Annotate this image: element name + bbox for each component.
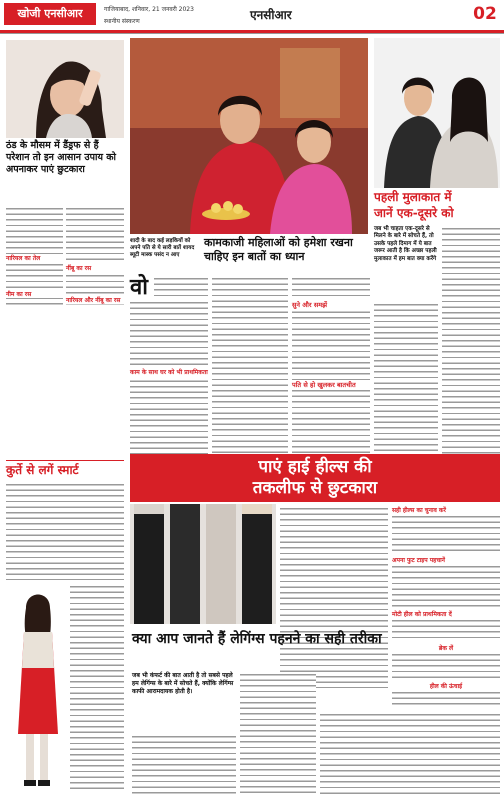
heels-body-1 [280, 506, 388, 688]
kurti-rule [6, 460, 124, 461]
firstmeeting-lede: जब भी चाहता एक-दूसरे से मिलने के बारे में सोचते हैं, तो उसके पहले दिमाग में ये बात जरूर आती है कि अच्छा पहली मुलाकात में हम बात क्या करेंगे [374, 226, 437, 262]
leggings-body-3 [132, 734, 236, 794]
heels-body-3 [392, 564, 500, 608]
page-number: 02 [473, 4, 497, 24]
masthead-rule [0, 30, 504, 33]
dateline: गाजियाबाद, शनिवार, 21 जनवरी 2023 [104, 6, 194, 13]
kurti-photo [8, 584, 66, 794]
heels-headline-2: तकलीफ से छुटकारा [252, 478, 378, 498]
heels-subhead-choose: सही हील्स का चुनाव करें [392, 507, 446, 514]
workingwomen-subhead-talk: पति से हो खुलकर बातचीत [292, 380, 370, 389]
workingwomen-kicker: शादी के बाद कई लड़कियों को अपने पति से ये सारी बातें शायद ब्यूटी मास्क पसंद न आए [130, 238, 195, 258]
workingwomen-photo [130, 38, 368, 234]
dropcap-letter: वो [130, 275, 148, 300]
heels-headline-1: पाएं हाई हील्स की [258, 457, 372, 477]
dandruff-body-2 [66, 206, 124, 306]
kurti-body-2 [70, 584, 124, 790]
leggings-photo [130, 504, 276, 624]
dandruff-subhead-lemon: नींबू का रस [66, 264, 124, 272]
kurti-body-1 [6, 482, 124, 580]
heels-body-2 [392, 514, 500, 554]
heels-subhead-thick: मोटी हील को प्राथमिकता दें [392, 611, 452, 618]
heels-subhead-break: ब्रेक लें [438, 645, 454, 652]
dandruff-subhead-coconut-lemon: नारियल और नींबू का रस [66, 296, 124, 304]
masthead [0, 0, 504, 34]
section-title: एनसीआर [250, 8, 292, 22]
workingwomen-body-2 [212, 276, 288, 476]
workingwomen-headline: कामकाजी महिलाओं को हमेशा रखना चाहिए इन बातों का ध्यान [204, 236, 353, 263]
dandruff-headline: ठंड के मौसम में डैंड्रफ से हैं परेशान तो इन आसान उपाय को अपनाकर पाएं छुटकारा [6, 140, 117, 175]
dandruff-photo [6, 40, 124, 138]
dandruff-subhead-neem: नीम का रस [6, 290, 63, 298]
heels-body-6 [392, 690, 500, 706]
heels-subhead-foot: अपना फुट टाइप पहचानें [392, 557, 446, 564]
kurti-headline: कुर्ते से लगें स्मार्ट [6, 463, 79, 477]
dandruff-subhead-coconut-oil: नारियल का तेल [6, 254, 63, 262]
firstmeeting-headline-2: जानें एक-दूसरे को [374, 206, 454, 220]
leggings-body-1 [240, 672, 316, 794]
firstmeeting-photo [374, 38, 500, 188]
workingwomen-subhead-listen: सुने और समझें [292, 300, 370, 309]
brand-badge: खोजी एनसीआर [4, 3, 96, 25]
heels-body-4 [392, 618, 500, 642]
leggings-headline: क्या आप जानते हैं लेगिंग्स पहनने का सही तरीका [132, 631, 382, 647]
heels-subhead-height: हील की ऊंचाई [429, 683, 463, 690]
firstmeeting-body-1 [374, 302, 438, 474]
workingwomen-subhead-priority: काम के साथ घर को भी प्राथमिकता [130, 369, 208, 376]
workingwomen-body-1 [130, 276, 208, 476]
edition-line: स्थानीय संस्करण [104, 18, 140, 25]
leggings-lede: जब भी कंफर्ट की बात आती है तो सबसे पहले हम लेगिंग्स के बारे में सोचते हैं, क्योंकि लेगिंग्स काफी आरामदायक होती है। [132, 672, 234, 695]
heels-body-5 [392, 652, 500, 680]
leggings-body-2 [320, 712, 500, 794]
firstmeeting-headline-1: पहली मुलाकात में [374, 190, 452, 204]
firstmeeting-body-2 [442, 226, 500, 474]
